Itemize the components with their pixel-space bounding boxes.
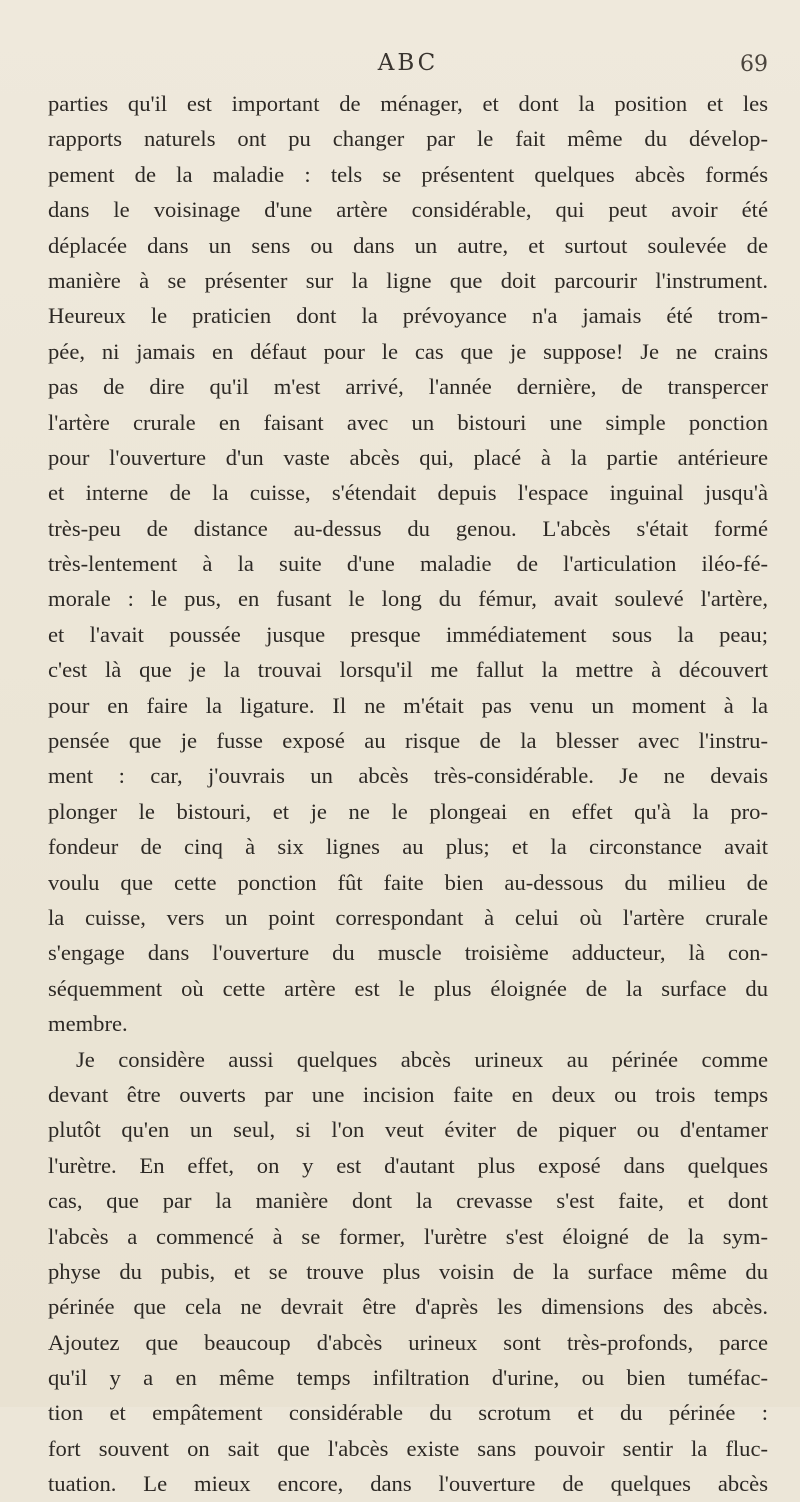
page-number: 69: [740, 52, 768, 77]
text-line: plonger le bistouri, et je ne le plongeai en effet qu'à la pro-: [48, 798, 768, 824]
text-line: fort souvent on sait que l'abcès existe sans pouvoir sentir la fluc-: [48, 1435, 768, 1461]
text-line: et interne de la cuisse, s'étendait depuis l'espace inguinal jusqu'à: [48, 480, 768, 506]
text-line: manière à se présenter sur la ligne que doit parcourir l'instrument.: [48, 267, 768, 293]
text-line: c'est là que je la trouvai lorsqu'il me fallut la mettre à découvert: [48, 657, 768, 683]
text-line: Heureux le praticien dont la prévoyance n'a jamais été trom-: [48, 303, 768, 329]
page-header: [48, 50, 768, 90]
text-line: voulu que cette ponction fût faite bien au-dessous du milieu de: [48, 869, 768, 895]
text-line: l'urètre. En effet, on y est d'autant plus exposé dans quelques: [48, 1152, 768, 1178]
text-line: ment : car, j'ouvrais un abcès très-considérable. Je ne devais: [48, 763, 768, 789]
text-line: parties qu'il est important de ménager, et dont la position et les: [48, 91, 768, 116]
text-line: la cuisse, vers un point correspondant à celui où l'artère crurale: [48, 904, 768, 930]
text-line: l'abcès a commencé à se former, l'urètre s'est éloigné de la sym-: [48, 1223, 768, 1249]
text-line: pour en faire la ligature. Il ne m'était pas venu un moment à la: [48, 692, 768, 718]
text-line: périnée que cela ne devrait être d'après les dimensions des abcès.: [48, 1294, 768, 1320]
text-line: très-peu de distance au-dessus du genou. L'abcès s'était formé: [48, 515, 768, 541]
text-line: pement de la maladie : tels se présentent quelques abcès formés: [48, 161, 768, 187]
text-line: cas, que par la manière dont la crevasse s'est faite, et dont: [48, 1188, 768, 1214]
text-line: plutôt qu'en un seul, si l'on veut éviter de piquer ou d'entamer: [48, 1117, 768, 1143]
text-line: tion et empâtement considérable du scrotum et du périnée :: [48, 1400, 768, 1426]
text-line: devant être ouverts par une incision faite en deux ou trois temps: [48, 1081, 768, 1107]
text-line: dans le voisinage d'une artère considérable, qui peut avoir été: [48, 197, 768, 223]
text-line: membre.: [48, 1011, 128, 1037]
text-line: morale : le pus, en fusant le long du fémur, avait soulevé l'artère,: [48, 586, 768, 612]
text-line: pas de dire qu'il m'est arrivé, l'année dernière, de transpercer: [48, 374, 768, 400]
text-line: physe du pubis, et se trouve plus voisin de la surface même du: [48, 1258, 768, 1284]
text-line: pée, ni jamais en défaut pour le cas que je suppose! Je ne crains: [48, 338, 768, 364]
text-line: tuation. Le mieux encore, dans l'ouverture de quelques abcès: [48, 1471, 768, 1497]
text-line: et l'avait poussée jusque presque immédiatement sous la peau;: [48, 621, 768, 647]
text-line: s'engage dans l'ouverture du muscle troisième adducteur, là con-: [48, 940, 768, 966]
text-line: pour l'ouverture d'un vaste abcès qui, placé à la partie antérieure: [48, 444, 768, 470]
text-line: l'artère crurale en faisant avec un bistouri une simple ponction: [48, 409, 768, 435]
text-line: pensée que je fusse exposé au risque de la blesser avec l'instru-: [48, 728, 768, 754]
text-line: qu'il y a en même temps infiltration d'urine, ou bien tuméfac-: [48, 1365, 768, 1391]
text-line: déplacée dans un sens ou dans un autre, et surtout soulevée de: [48, 232, 768, 258]
text-line: Je considère aussi quelques abcès urineux au périnée comme: [76, 1046, 768, 1072]
text-line: Ajoutez que beaucoup d'abcès urineux sont très-profonds, parce: [48, 1329, 768, 1355]
text-line: séquemment où cette artère est le plus éloignée de la surface du: [48, 975, 768, 1001]
body-text: [48, 86, 768, 1502]
text-line: rapports naturels ont pu changer par le fait même du dévelop-: [48, 126, 768, 152]
running-title: ABC: [377, 50, 439, 76]
text-line: très-lentement à la suite d'une maladie de l'articulation iléo-fé-: [48, 551, 768, 577]
text-line: fondeur de cinq à six lignes au plus; et la circonstance avait: [48, 834, 768, 860]
